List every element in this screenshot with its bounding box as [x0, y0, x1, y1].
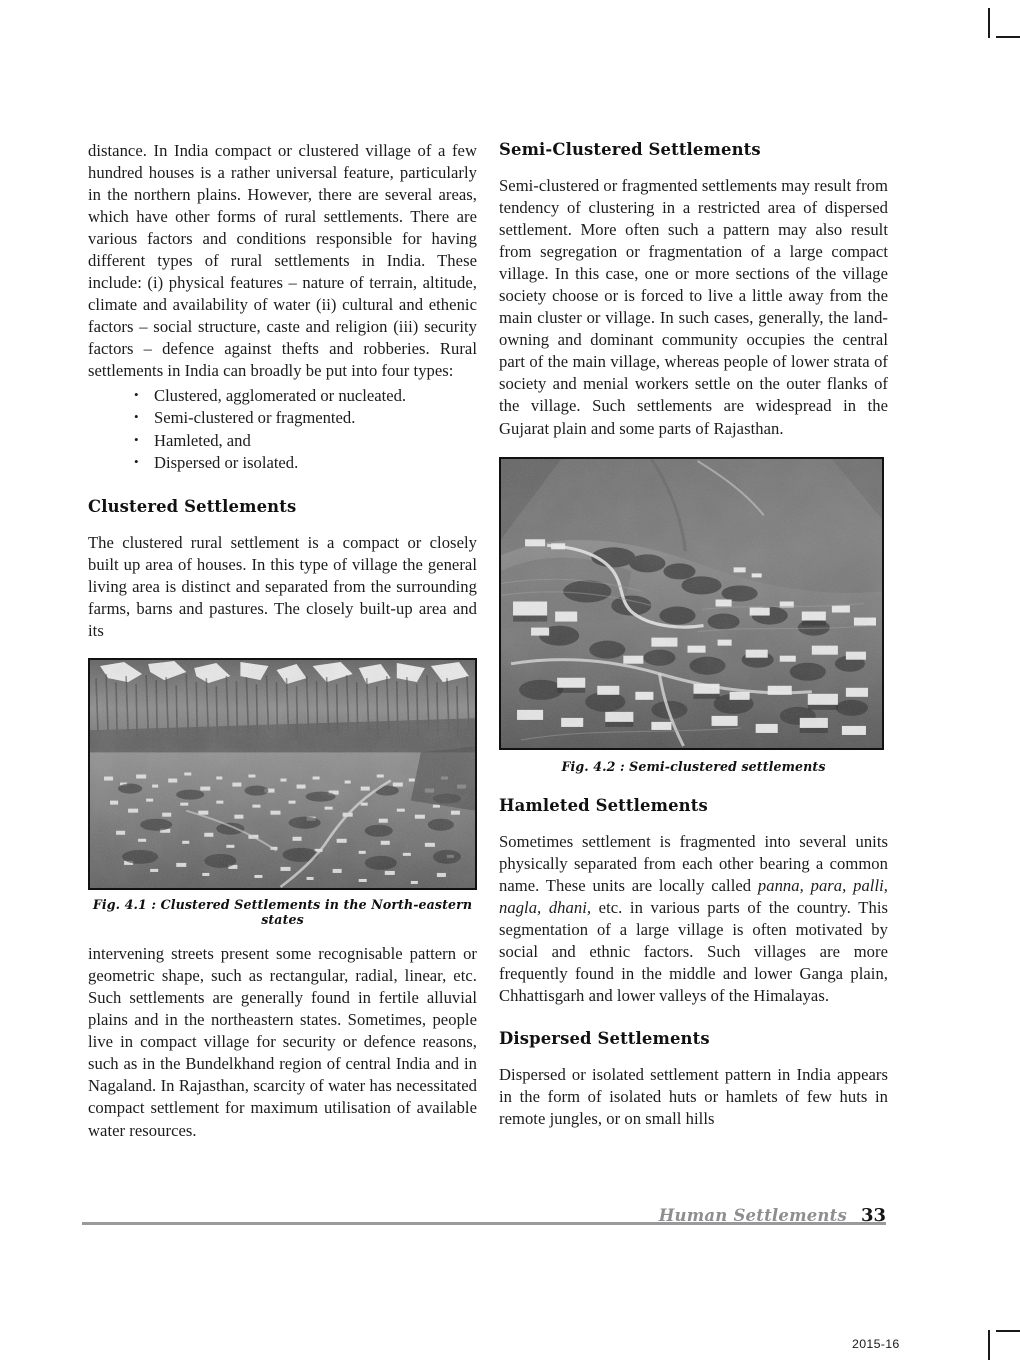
right-column	[499, 140, 888, 1130]
crop-mark-top-right-vertical	[988, 8, 990, 38]
heading-dispersed-settlements: Dispersed Settlements	[499, 1028, 710, 1048]
figure-4-2-image	[499, 457, 884, 750]
figure-4-1-caption: Fig. 4.1 : Clustered Settlements in the North-eastern states	[92, 897, 473, 928]
crop-mark-bottom-right-horizontal	[996, 1330, 1020, 1332]
crop-mark-bottom-right-vertical	[988, 1330, 990, 1360]
settlement-types-list	[88, 385, 477, 475]
left-column	[88, 140, 477, 1142]
list-item: • Hamleted, and	[134, 430, 477, 453]
clustered-village-photo	[90, 660, 475, 888]
footer-running-title: Human Settlements	[658, 1205, 847, 1225]
heading-clustered-settlements: Clustered Settlements	[88, 496, 297, 516]
paragraph-continued: distance. In India compact or clustered village of a few hundred houses is a rather universal feature, particularly in the northern plains. However, there are several areas, which have other forms of rural settlements. There are various factors and conditions responsible for having different types of rural settlements in India. These include: (i) physical features – nature of terrain, altitude, climate and availability of water (ii) cultural and ethenic factors – social structure, caste and religion (iii) security factors – defence against thefts and robberies. Rural settlements in India can broadly be put into four types:	[88, 141, 477, 381]
semi-clustered-village-photo	[501, 459, 882, 748]
hamleted-local-terms: panna, para, palli, nagla, dhani,	[499, 875, 888, 917]
paragraph-hamleted	[499, 831, 888, 1007]
paragraph-clustered-1: The clustered rural settlement is a compact or closely built up area of houses. In this type of village the general living area is distinct and separated from the surrounding farms, barns and pastures. The closely built-up area and its	[88, 532, 477, 641]
figure-4-1-image	[88, 658, 477, 890]
page-number: 33	[860, 1204, 886, 1226]
figure-4-2	[499, 457, 888, 774]
page-footer	[82, 1198, 886, 1232]
edition-year-mark: 2015-16	[852, 1337, 900, 1351]
list-item: • Dispersed or isolated.	[134, 452, 477, 475]
two-column-layout	[88, 140, 888, 1142]
crop-mark-top-right-horizontal	[996, 36, 1020, 38]
hamleted-text-part-1: Sometimes settlement is fragmented into several units physically separated from each other bearing a common name. These units are locally called	[499, 831, 888, 895]
list-item: • Clustered, agglomerated or nucleated.	[134, 385, 477, 408]
paragraph-dispersed: Dispersed or isolated settlement pattern in India appears in the form of isolated huts or hamlets of few huts in remote jungles, or on small hills	[499, 1064, 888, 1129]
list-item: • Semi-clustered or fragmented.	[134, 407, 477, 430]
hamleted-text-part-2: etc. in various parts of the country. This segmentation of a large village is often motivated by social and ethnic factors. Such villages are more frequently found in the middle and lower Ganga plain, Chhattisgarh and lower valleys of the Himalayas.	[499, 897, 888, 1005]
heading-hamleted-settlements: Hamleted Settlements	[499, 795, 708, 815]
heading-semi-clustered-settlements: Semi-Clustered Settlements	[499, 140, 761, 159]
figure-4-2-caption: Fig. 4.2 : Semi-clustered settlements	[561, 758, 826, 774]
figure-4-1	[88, 658, 477, 927]
paragraph-clustered-2: intervening streets present some recognisable pattern or geometric shape, such as rectangular, radial, linear, etc. Such settlements are generally found in fertile alluvial plains and in the northeastern states. Sometimes, people live in compact village for security or defence reasons, such as in the Bundelkhand region of central India and in Nagaland. In Rajasthan, scarcity of water has necessitated compact settlement for maximum utilisation of available water resources.	[88, 944, 477, 1140]
paragraph-semi-clustered: Semi-clustered or fragmented settlements may result from tendency of clustering in a restricted area of dispersed settlement. More often such a pattern may also result from segregation or fragmentation of a large compact village. In this case, one or more sections of the village society choose or is forced to live a little away from the main cluster or village. In such cases, generally, the land-owning and dominant community occupies the central part of the main village, whereas people of lower strata of society and menial workers settle on the outer flanks of the village. Such settlements are widespread in the Gujarat plain and some parts of Rajasthan.	[499, 176, 888, 438]
